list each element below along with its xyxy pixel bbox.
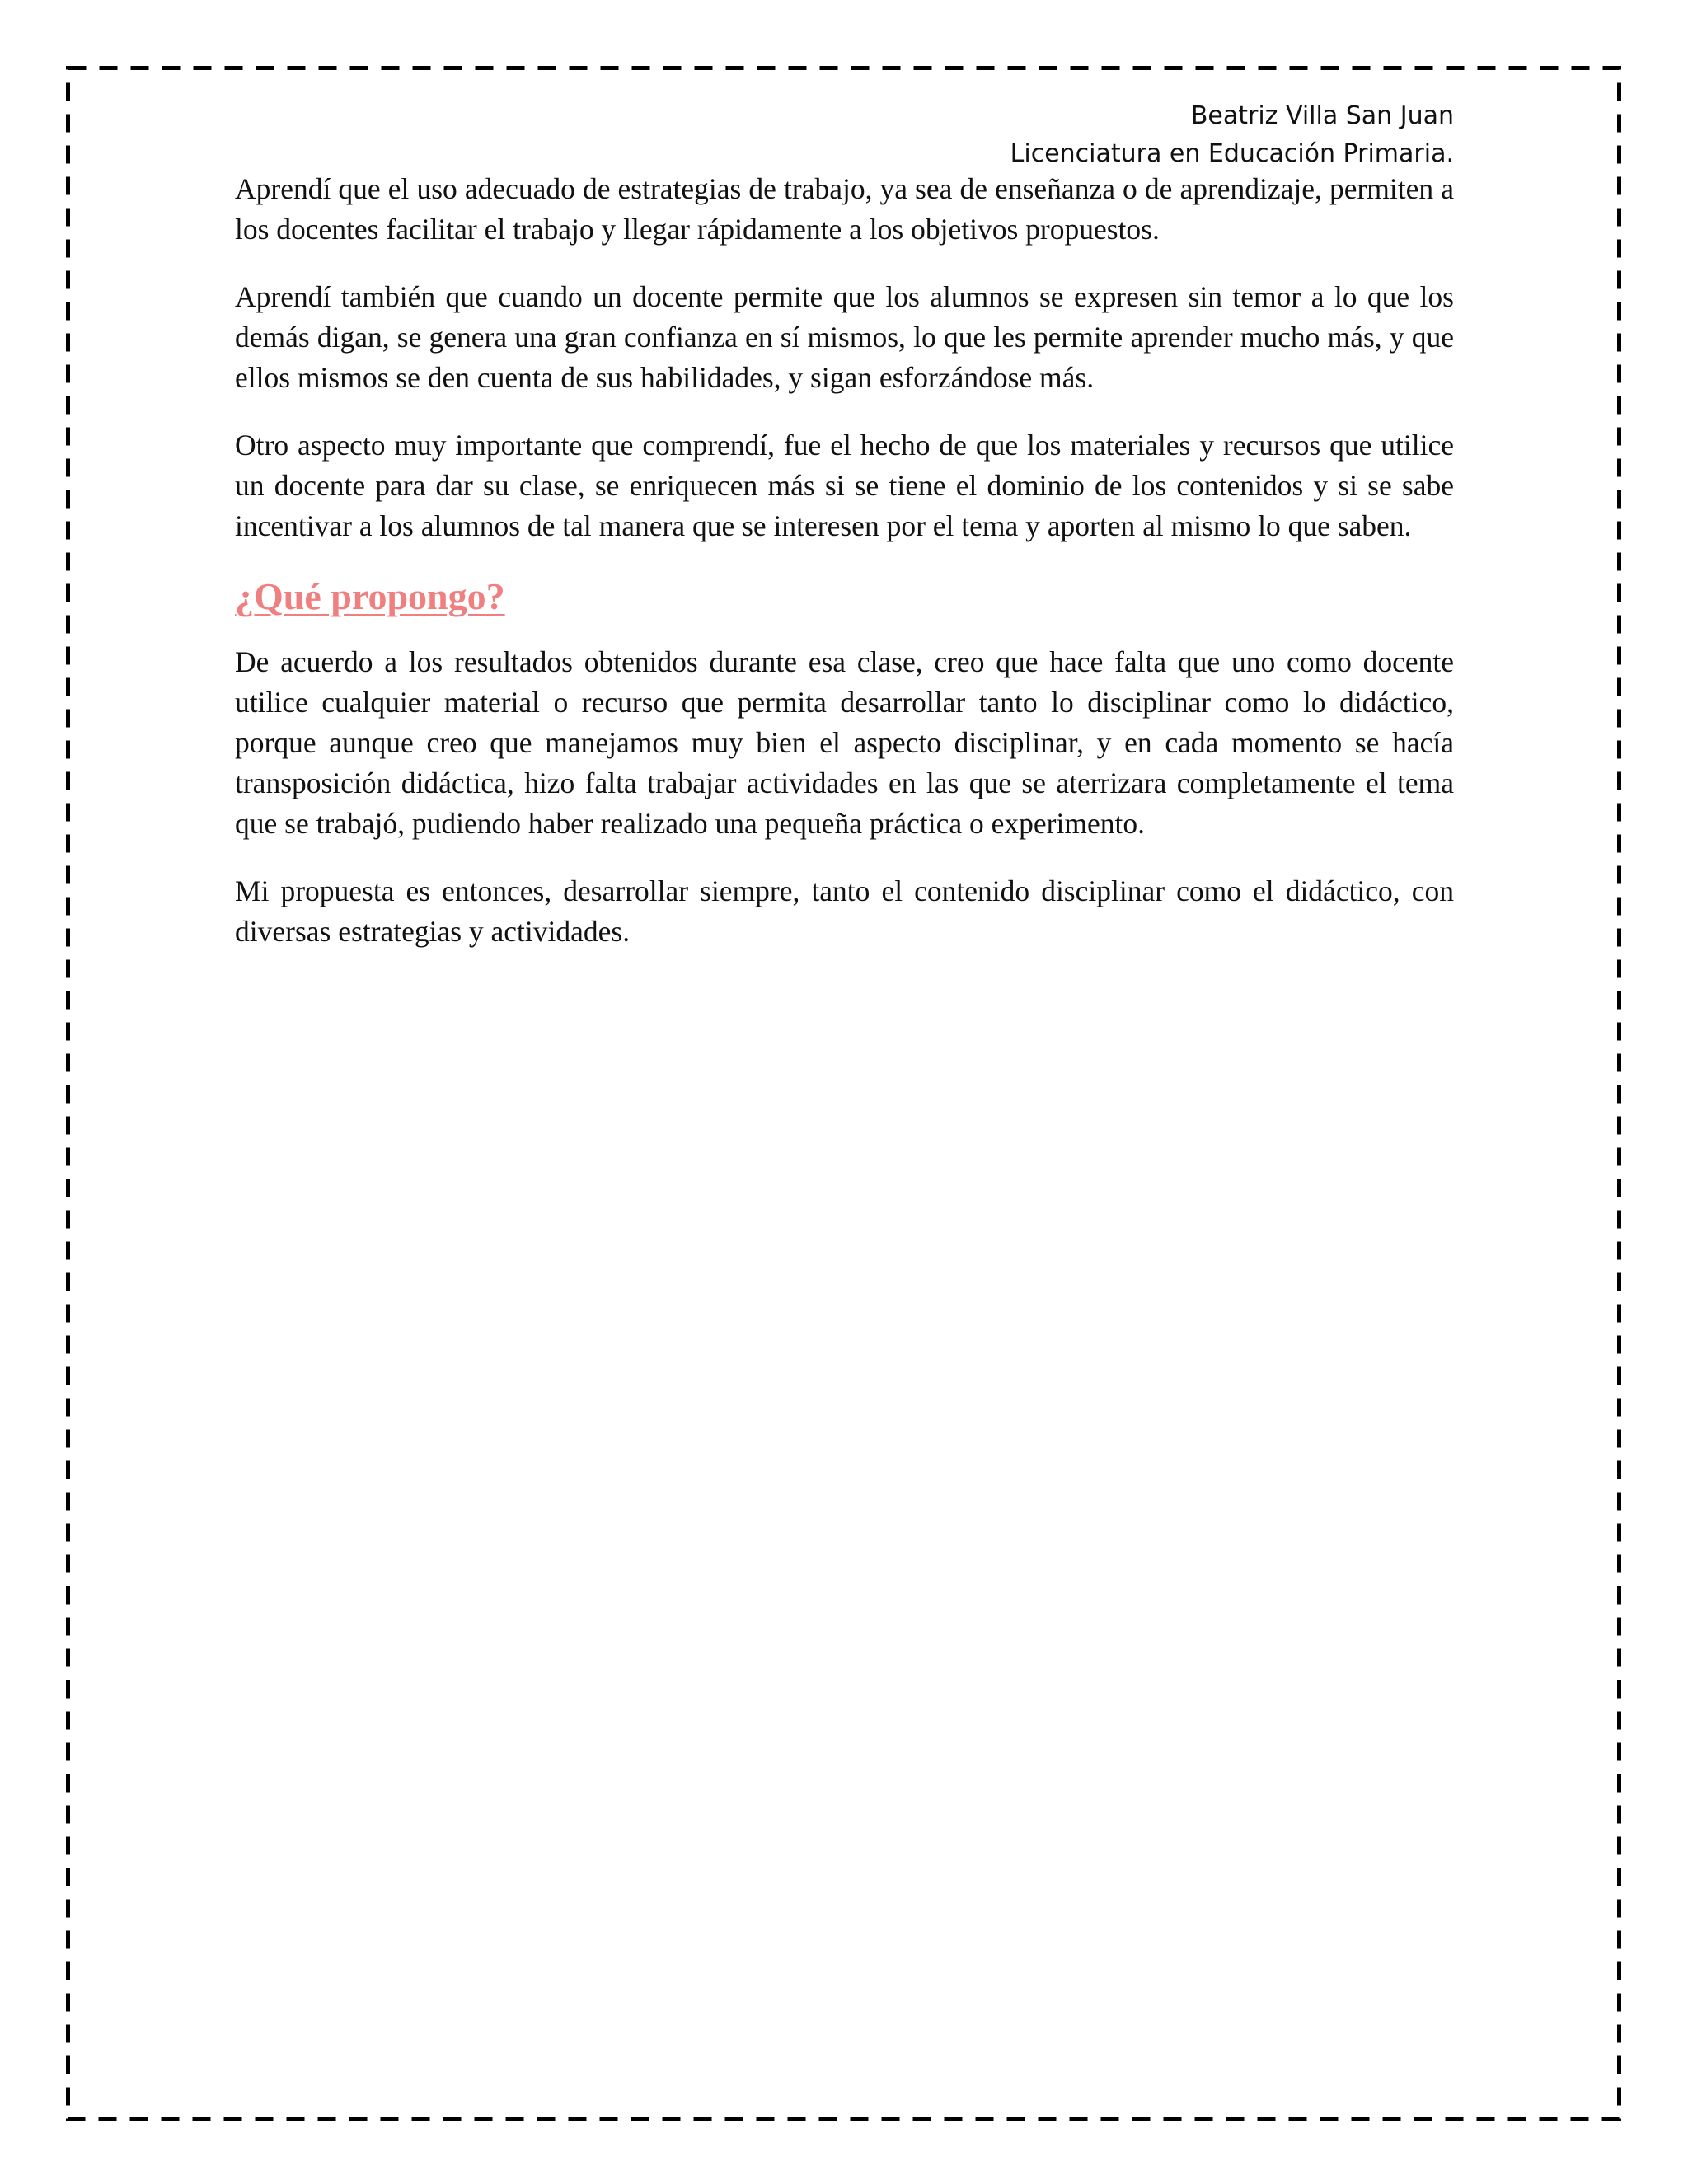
program-name: Licenciatura en Educación Primaria. <box>1010 139 1454 168</box>
section-heading: ¿Qué propongo? <box>235 575 505 617</box>
document-header <box>1010 97 1454 173</box>
paragraph-results: De acuerdo a los resultados obtenidos durante esa clase, creo que hace falta que uno como docente utilice cualquier material o recurso que permita desarrollar tanto lo disciplinar como lo didáctico, porque aunque creo que manejamos muy bien el aspecto disciplinar, y en cada momento se hacía transposición didáctica, hizo falta trabajar actividades en las que se aterrizara completamente el tema que se trabajó, pudiendo haber realizado una pequeña práctica o experimento. <box>235 645 1454 840</box>
paragraph-proposal: Mi propuesta es entonces, desarrollar siempre, tanto el contenido disciplinar como el didáctico, con diversas estrategias y actividades. <box>235 874 1454 948</box>
author-name: Beatriz Villa San Juan <box>1190 101 1454 130</box>
paragraph-materials: Otro aspecto muy importante que comprendí, fue el hecho de que los materiales y recursos que utilice un docente para dar su clase, se enriquecen más si se tiene el dominio de los contenidos y si se sabe incentivar a los alumnos de tal manera que se interesen por el tema y aporten al mismo lo que saben. <box>235 429 1454 542</box>
paragraph-confidence: Aprendí también que cuando un docente permite que los alumnos se expresen sin temor a lo que los demás digan, se genera una gran confianza en sí mismos, lo que les permite aprender mucho más, y que ellos mismos se den cuenta de sus habilidades, y sigan esforzándose más. <box>235 280 1454 394</box>
paragraph-strategies: Aprendí que el uso adecuado de estrategias de trabajo, ya sea de enseñanza o de aprendizaje, permiten a los docentes facilitar el trabajo y llegar rápidamente a los objetivos propuestos. <box>235 172 1454 246</box>
document-body <box>235 169 1454 979</box>
